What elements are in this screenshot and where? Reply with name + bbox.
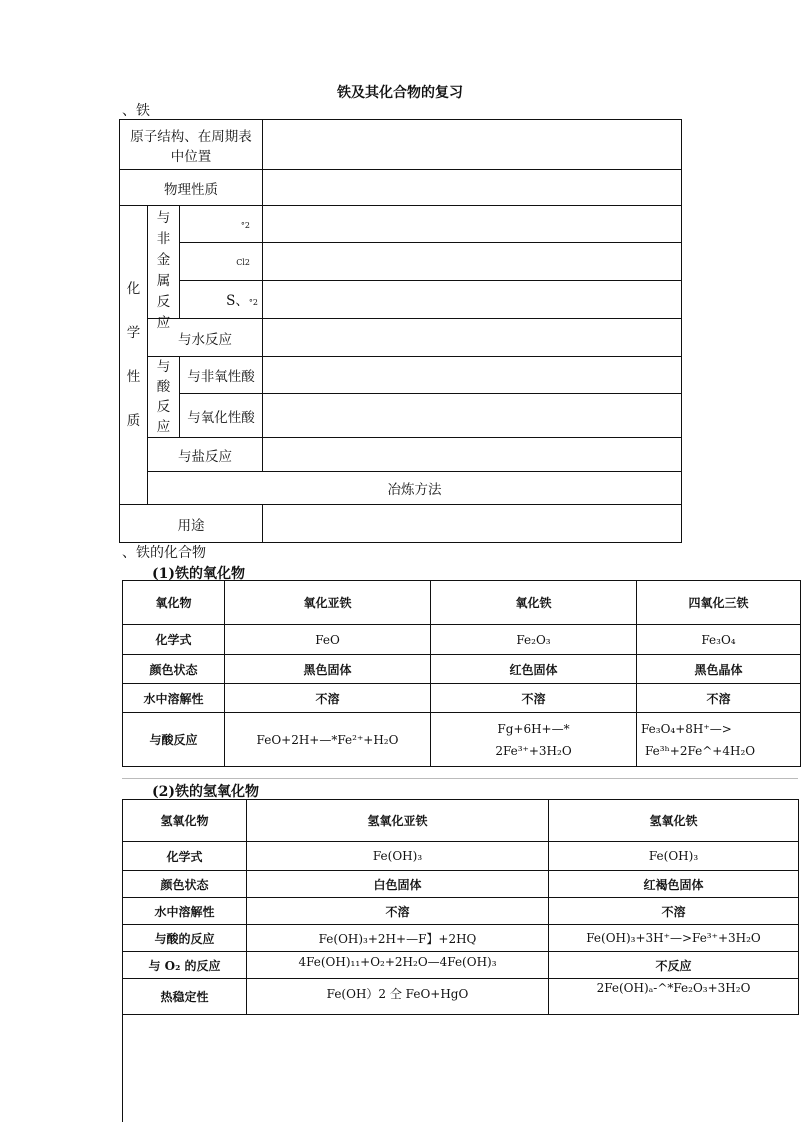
cell-salt xyxy=(263,438,682,472)
iron-properties-table xyxy=(119,119,682,543)
iron-hydroxides-table xyxy=(122,799,799,1015)
cell-fe3o4-acid: Fe₃O₄+8H⁺—> Fe³ʰ+2Fe^+4H₂O xyxy=(637,713,801,767)
label-react-water: 与水反应 xyxy=(148,319,263,357)
cell-fe3o4-solubility: 不溶 xyxy=(637,684,801,713)
row-label-use: 用途 xyxy=(120,505,263,543)
cell-cl2 xyxy=(263,243,682,280)
subsection-hydroxides: (2)铁的氢氧化物 xyxy=(152,784,259,800)
cell-feoh2-thermal: Fe(OH）2 仝 FeO+HgO xyxy=(247,979,549,1015)
cell-feo-solubility: 不溶 xyxy=(225,684,431,713)
label-s: S、°2 xyxy=(180,280,263,318)
cell-feoh3-o2: 不反应 xyxy=(549,952,799,979)
cell-feoh2-solubility: 不溶 xyxy=(247,898,549,925)
row-label-acid-reaction: 与酸的反应 xyxy=(123,925,247,952)
header-feoh3: 氢氧化铁 xyxy=(549,800,799,842)
label-react-nonmetal: 与 非 金 属 反 应 xyxy=(148,206,180,319)
label-chemical-properties: 化 学 性 质 xyxy=(120,206,148,505)
cell-feoh2-o2: 4Fe(OH)₁₁+O₂+2H₂O—4Fe(OH)₃ xyxy=(247,952,549,979)
cell-s xyxy=(263,280,682,318)
iron-oxides-table xyxy=(122,580,801,767)
cell-feoh2-formula: Fe(OH)₃ xyxy=(247,842,549,871)
cell-fe2o3-acid: Fg+6H+—* 2Fe³⁺+3H₂O xyxy=(431,713,637,767)
cell-oxidizing-acid xyxy=(263,394,682,438)
row-label-color-state: 颜色状态 xyxy=(123,655,225,684)
row-label-atomic-structure: 原子结构、在周期表中位置 xyxy=(120,120,263,170)
header-feo: 氧化亚铁 xyxy=(225,581,431,625)
cell-atomic-structure xyxy=(263,120,682,170)
cell-fe3o4-formula: Fe₃O₄ xyxy=(637,625,801,655)
cell-feoh3-solubility: 不溶 xyxy=(549,898,799,925)
cell-feo-color: 黑色固体 xyxy=(225,655,431,684)
label-o2: °2 xyxy=(180,206,263,243)
cell-feoh3-color: 红褐色固体 xyxy=(549,871,799,898)
row-label-physical: 物理性质 xyxy=(120,170,263,206)
cell-feoh3-acid: Fe(OH)₃+3H⁺—>Fe³⁺+3H₂O xyxy=(549,925,799,952)
header-hydroxide: 氢氧化物 xyxy=(123,800,247,842)
page-title: 铁及其化合物的复习 xyxy=(337,85,463,101)
row-label-color-state: 颜色状态 xyxy=(123,871,247,898)
cell-feoh3-thermal: 2Fe(OH)ₐ-^*Fe₂O₃+3H₂O xyxy=(549,979,799,1015)
header-fe3o4: 四氧化三铁 xyxy=(637,581,801,625)
cell-feo-formula: FeO xyxy=(225,625,431,655)
subsection-oxides: (1)铁的氧化物 xyxy=(152,566,245,582)
cell-feoh2-color: 白色固体 xyxy=(247,871,549,898)
row-label-formula: 化学式 xyxy=(123,842,247,871)
cell-feoh2-acid: Fe(OH)₃+2H+—F】+2HQ xyxy=(247,925,549,952)
margin-line xyxy=(122,1012,123,1122)
label-react-salt: 与盐反应 xyxy=(148,438,263,472)
row-label-acid-reaction: 与酸反应 xyxy=(123,713,225,767)
label-react-acid: 与 酸 反 应 xyxy=(148,357,180,438)
cell-feoh3-formula: Fe(OH)₃ xyxy=(549,842,799,871)
cell-fe2o3-formula: Fe₂O₃ xyxy=(431,625,637,655)
row-label-formula: 化学式 xyxy=(123,625,225,655)
header-fe2o3: 氧化铁 xyxy=(431,581,637,625)
section-iron-heading: 、铁 xyxy=(122,103,150,119)
header-feoh2: 氢氧化亚铁 xyxy=(247,800,549,842)
row-label-solubility: 水中溶解性 xyxy=(123,898,247,925)
cell-o2 xyxy=(263,206,682,243)
cell-fe3o4-color: 黑色晶体 xyxy=(637,655,801,684)
cell-physical xyxy=(263,170,682,206)
section-compounds-heading: 、铁的化合物 xyxy=(122,545,206,561)
cell-water xyxy=(263,319,682,357)
divider-line xyxy=(122,778,798,779)
cell-non-oxidizing-acid xyxy=(263,357,682,394)
cell-feo-acid: FeO+2H+—*Fe²⁺+H₂O xyxy=(225,713,431,767)
cell-fe2o3-color: 红色固体 xyxy=(431,655,637,684)
label-oxidizing-acid: 与氧化性酸 xyxy=(180,394,263,438)
row-label-o2-reaction: 与 O₂ 的反应 xyxy=(123,952,247,979)
row-label-solubility: 水中溶解性 xyxy=(123,684,225,713)
label-non-oxidizing-acid: 与非氧性酸 xyxy=(180,357,263,394)
cell-use xyxy=(263,505,682,543)
row-label-thermal-stability: 热稳定性 xyxy=(123,979,247,1015)
label-cl2: Cl2 xyxy=(180,243,263,280)
row-label-smelting: 冶炼方法 xyxy=(148,472,682,505)
header-oxide: 氧化物 xyxy=(123,581,225,625)
cell-fe2o3-solubility: 不溶 xyxy=(431,684,637,713)
